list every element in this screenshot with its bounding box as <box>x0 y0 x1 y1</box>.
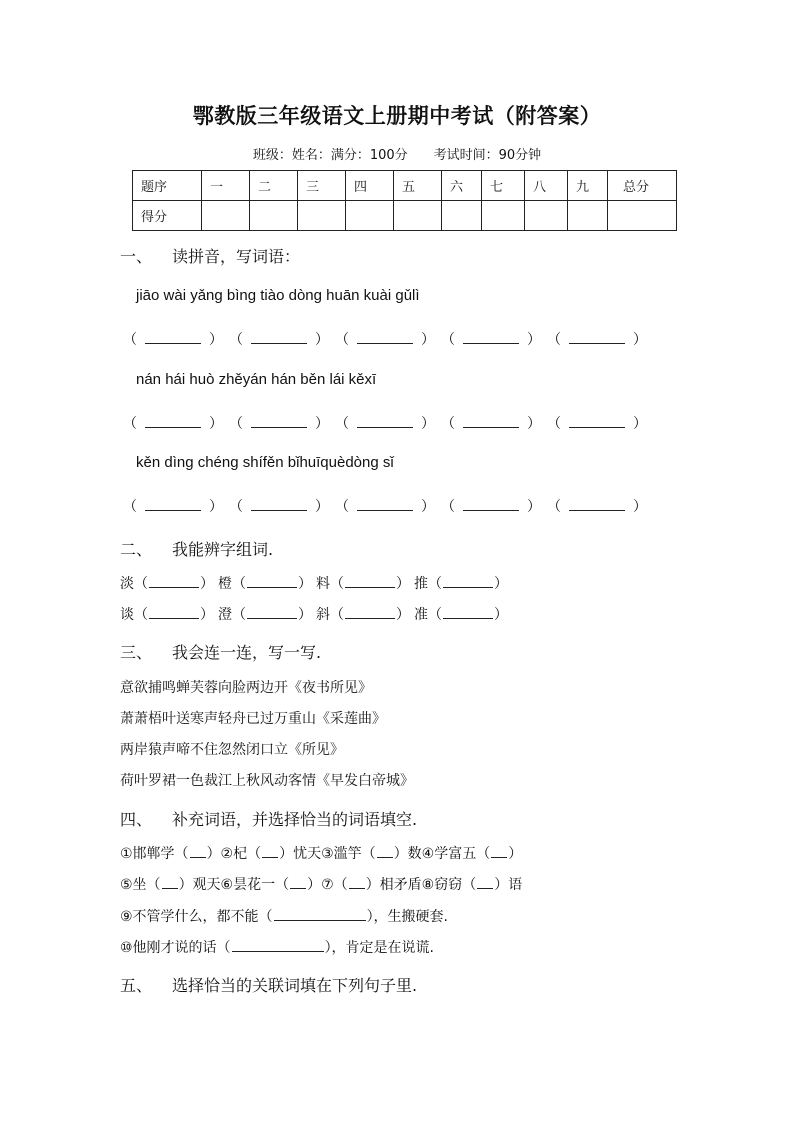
section-title: 我会连一连，写一写. <box>172 643 322 662</box>
zuci-item[interactable]: 澄（ ） <box>218 607 312 623</box>
answer-blank[interactable]: （ ） <box>547 331 647 347</box>
answer-blank[interactable]: （ ） <box>335 498 435 514</box>
answer-blanks-row-3 <box>123 496 653 516</box>
fill-blank[interactable] <box>274 919 366 921</box>
section-heading-5 <box>120 973 417 996</box>
table-cell: 九 <box>568 171 608 201</box>
zuci-item[interactable]: 推（ ） <box>414 576 508 592</box>
section-heading-1 <box>120 244 300 267</box>
score-table-score-row <box>133 201 677 231</box>
table-cell: 六 <box>442 171 482 201</box>
section-title: 读拼音，写词语： <box>172 247 301 266</box>
section-number: 四、 <box>120 810 153 829</box>
section-number: 一、 <box>120 247 153 266</box>
idiom-line-1: ①邯郸学（ ）②杞（ ）忧天③滥竽（ ）数④学富五（ ） <box>120 846 523 862</box>
answer-blank[interactable]: （ ） <box>229 331 329 347</box>
score-cell <box>250 201 298 231</box>
zuci-item[interactable]: 淡（ ） <box>120 576 214 592</box>
score-cell <box>568 201 608 231</box>
section-number: 二、 <box>120 540 153 559</box>
score-cell <box>298 201 346 231</box>
section-heading-3 <box>120 640 321 663</box>
zuci-item[interactable]: 谈（ ） <box>120 607 214 623</box>
answer-blanks-row-1 <box>123 329 653 349</box>
pinyin-line-1: jiāo wài yǎng bìng tiào dòng huān kuài gǔlì <box>136 287 420 304</box>
zuci-item[interactable]: 斜（ ） <box>316 607 410 623</box>
score-cell <box>442 201 482 231</box>
pinyin-line-2: nán hái huò zhěyán hán běn lái kěxī <box>136 371 377 388</box>
answer-blank[interactable]: （ ） <box>441 331 541 347</box>
zuci-item[interactable]: 橙（ ） <box>218 576 312 592</box>
table-cell: 题序 <box>133 171 202 201</box>
section-heading-4 <box>120 807 417 830</box>
answer-blanks-row-2 <box>123 413 653 433</box>
score-cell <box>482 201 525 231</box>
section-title: 我能辨字组词. <box>172 540 274 559</box>
fill-blank[interactable] <box>232 950 324 952</box>
poem-line-1: 意欲捕鸣蝉芙蓉向脸两边开《夜书所见》 <box>120 680 372 696</box>
section-heading-2 <box>120 537 273 560</box>
table-cell: 一 <box>202 171 250 201</box>
answer-blank[interactable]: （ ） <box>441 415 541 431</box>
zuci-row-2 <box>120 604 512 624</box>
zuci-item[interactable]: 料（ ） <box>316 576 410 592</box>
table-cell: 八 <box>525 171 568 201</box>
exam-info: 班级：姓名：满分：100分 考试时间：90分钟 <box>252 148 542 163</box>
answer-blank[interactable]: （ ） <box>335 331 435 347</box>
score-cell <box>202 201 250 231</box>
pinyin-line-3: kěn dìng chéng shífěn bǐhuīquèdòng sǐ <box>136 454 394 471</box>
table-cell: 四 <box>346 171 394 201</box>
section-title: 选择恰当的关联词填在下列句子里. <box>172 976 418 995</box>
table-cell: 得分 <box>133 201 202 231</box>
section-number: 三、 <box>120 643 153 662</box>
answer-blank[interactable]: （ ） <box>123 331 223 347</box>
answer-blank[interactable]: （ ） <box>123 498 223 514</box>
answer-blank[interactable]: （ ） <box>441 498 541 514</box>
zuci-row-1 <box>120 573 512 593</box>
answer-blank[interactable]: （ ） <box>123 415 223 431</box>
answer-blank[interactable]: （ ） <box>229 415 329 431</box>
table-cell: 总分 <box>608 171 677 201</box>
table-cell: 二 <box>250 171 298 201</box>
score-cell <box>525 201 568 231</box>
answer-blank[interactable]: （ ） <box>547 415 647 431</box>
answer-blank[interactable]: （ ） <box>547 498 647 514</box>
poem-line-2: 萧萧梧叶送寒声轻舟已过万重山《采莲曲》 <box>120 711 386 727</box>
score-cell <box>394 201 442 231</box>
table-cell: 七 <box>482 171 525 201</box>
table-cell: 五 <box>394 171 442 201</box>
score-table <box>132 170 677 231</box>
answer-blank[interactable]: （ ） <box>229 498 329 514</box>
fill-sentence-1: ⑨不管学什么，都不能（ ），生搬硬套. <box>120 909 449 925</box>
poem-line-3: 两岸猿声啼不住忽然闭口立《所见》 <box>120 742 344 758</box>
answer-blank[interactable]: （ ） <box>335 415 435 431</box>
score-cell <box>608 201 677 231</box>
zuci-item[interactable]: 准（ ） <box>414 607 508 623</box>
table-cell: 三 <box>298 171 346 201</box>
section-number: 五、 <box>120 976 153 995</box>
page-title: 鄂教版三年级语文上册期中考试（附答案） <box>192 103 602 128</box>
score-table-header-row <box>133 171 677 201</box>
section-title: 补充词语，并选择恰当的词语填空. <box>172 810 418 829</box>
fill-sentence-2: ⑩他刚才说的话（ ），肯定是在说谎. <box>120 940 435 956</box>
score-cell <box>346 201 394 231</box>
poem-line-4: 荷叶罗裙一色裁江上秋风动客情《早发白帝城》 <box>120 773 414 789</box>
idiom-line-2: ⑤坐（ ）观天⑥昙花一（ ）⑦（ ）相矛盾⑧窃窃（ ）语 <box>120 877 523 893</box>
